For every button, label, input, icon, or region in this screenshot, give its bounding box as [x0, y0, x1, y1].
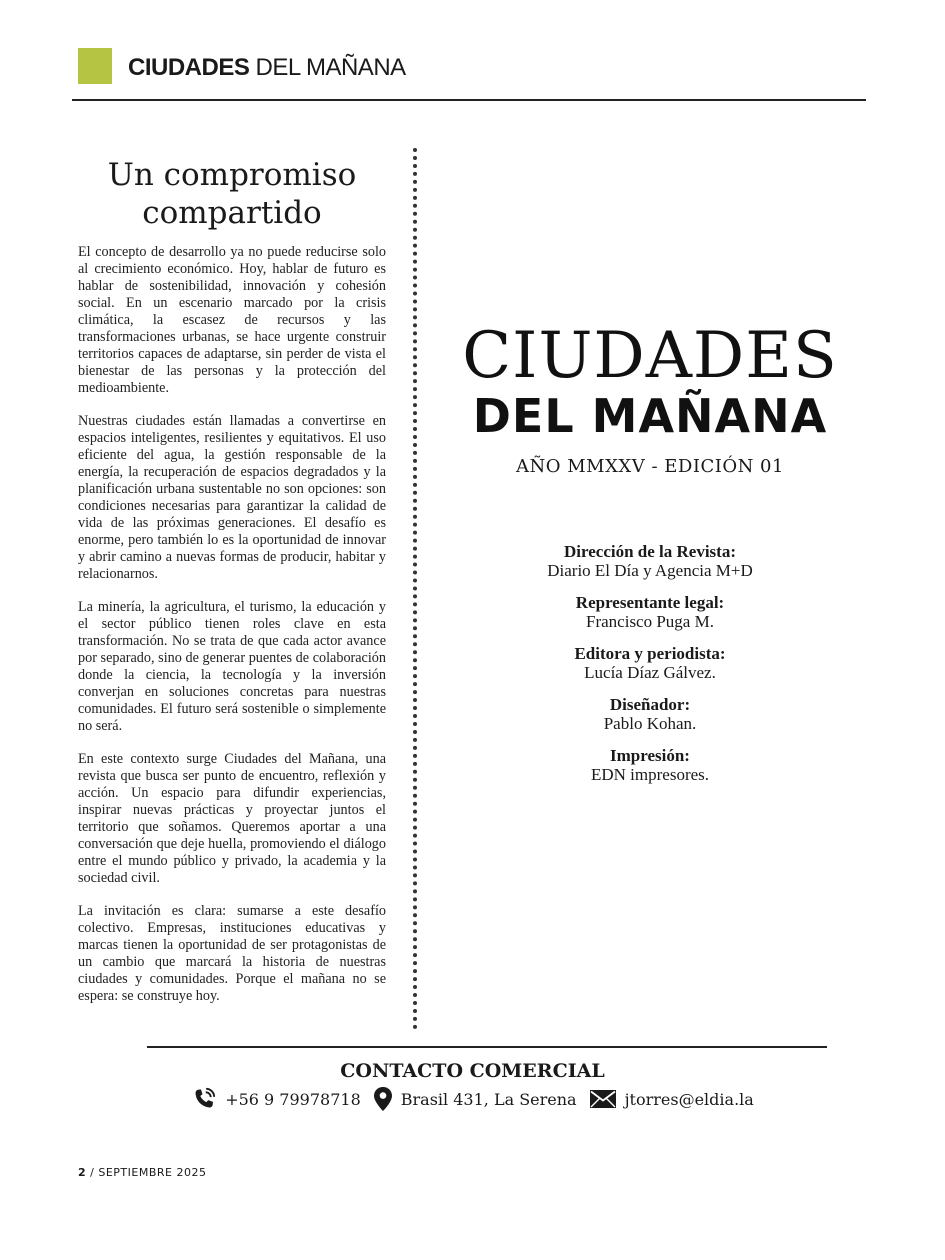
phone-number: +56 9 79978718 [225, 1089, 361, 1109]
credit-item [440, 594, 860, 632]
credit-label: Representante legal: [575, 593, 725, 612]
masthead-block [440, 320, 860, 798]
contact-address[interactable] [373, 1086, 577, 1112]
article-paragraph: En este contexto surge Ciudades del Mañana, una revista que busca ser punto de encuentro, reflexión y acción. Un espacio para difundir experiencias, inspirar nuevas prácticas y proyectar juntos el territorio que soñamos. Queremos aportar a una conversación que deje huella, promoviendo el diálogo entre el mundo público y privado, la academia y la sociedad civil. [78, 751, 386, 886]
page-number: 2 [78, 1166, 87, 1179]
masthead-title-bottom: DEL MAÑANA [472, 389, 828, 443]
credit-label: Editora y periodista: [574, 644, 726, 663]
address-text: Brasil 431, La Serena [400, 1089, 577, 1109]
credit-value: Francisco Puga M. [586, 612, 714, 631]
column-divider [413, 148, 417, 1030]
credit-item [440, 645, 860, 683]
masthead-title-top: CIUDADES [462, 319, 838, 393]
article-paragraph: La minería, la agricultura, el turismo, la educación y el sector público tienen roles clave en esta transformación. No se trata de que cada actor avance por separado, sino de generar puentes de colaboración donde la ciencia, la tecnología y la inversión converjan en soluciones concretas para nuestras comunidades. El futuro será sostenible o simplemente no será. [78, 599, 386, 734]
article-paragraph: El concepto de desarrollo ya no puede reducirse solo al crecimiento económico. Hoy, hablar de futuro es hablar de sostenibilidad, innovación y cohesión social. En un escenario marcado por la crisis climática, la escasez de recursos y las transformaciones urbanas, se hace urgente construir territorios capaces de adaptarse, sin perder de vista el bienestar de las personas y la protección del medioambiente. [78, 244, 386, 396]
issue-date: SEPTIEMBRE 2025 [98, 1166, 207, 1179]
article [78, 152, 386, 1021]
contact-email[interactable] [589, 1088, 754, 1110]
email-address: jtorres@eldia.la [624, 1089, 754, 1109]
credits-list [440, 543, 860, 785]
contact-row [0, 1086, 945, 1112]
contact-title: CONTACTO COMERCIAL [340, 1060, 605, 1082]
credit-item [440, 543, 860, 581]
article-paragraph: La invitación es clara: sumarse a este desafío colectivo. Empresas, instituciones educativas y marcas tienen la oportunidad de ser protagonistas de un cambio que marcará la historia de nuestras ciudades y comunidades. Porque el mañana no se espera: se construye hoy. [78, 903, 386, 1004]
article-title: Un compromiso compartido [107, 157, 357, 231]
location-pin-icon [373, 1086, 393, 1112]
edition-info: AÑO MMXXV - EDICIÓN 01 [516, 456, 784, 477]
phone-icon [191, 1086, 217, 1112]
credit-value: Pablo Kohan. [603, 714, 697, 733]
credit-label: Dirección de la Revista: [563, 542, 736, 561]
credit-label: Diseñador: [609, 695, 691, 714]
credit-item [440, 696, 860, 734]
credit-value: EDN impresores. [590, 765, 710, 784]
article-paragraph: Nuestras ciudades están llamadas a convertirse en espacios inteligentes, resilientes y equitativos. El uso eficiente del agua, la gestión responsable de la energía, la recuperación de espacios degradados y la planificación urbana sustentable no son opciones: son condiciones necesarias para garantizar la calidad de vida de las próximas generaciones. El desafío es enorme, pero también lo es la oportunidad de innovar y abrir camino a nuevas formas de producir, habitar y relacionarnos. [78, 413, 386, 582]
section-title: CIUDADES DEL MAÑANA [128, 54, 406, 81]
credit-item [440, 747, 860, 785]
credit-label: Impresión: [610, 746, 690, 765]
credit-value: Diario El Día y Agencia M+D [547, 561, 753, 580]
credit-value: Lucía Díaz Gálvez. [584, 663, 716, 682]
section-accent-square [78, 48, 112, 84]
contact-phone[interactable] [191, 1086, 361, 1112]
header-divider [72, 99, 866, 101]
page-footer: 2 / SEPTIEMBRE 2025 [78, 1166, 207, 1179]
envelope-icon [589, 1088, 617, 1110]
contact-divider [147, 1046, 827, 1048]
